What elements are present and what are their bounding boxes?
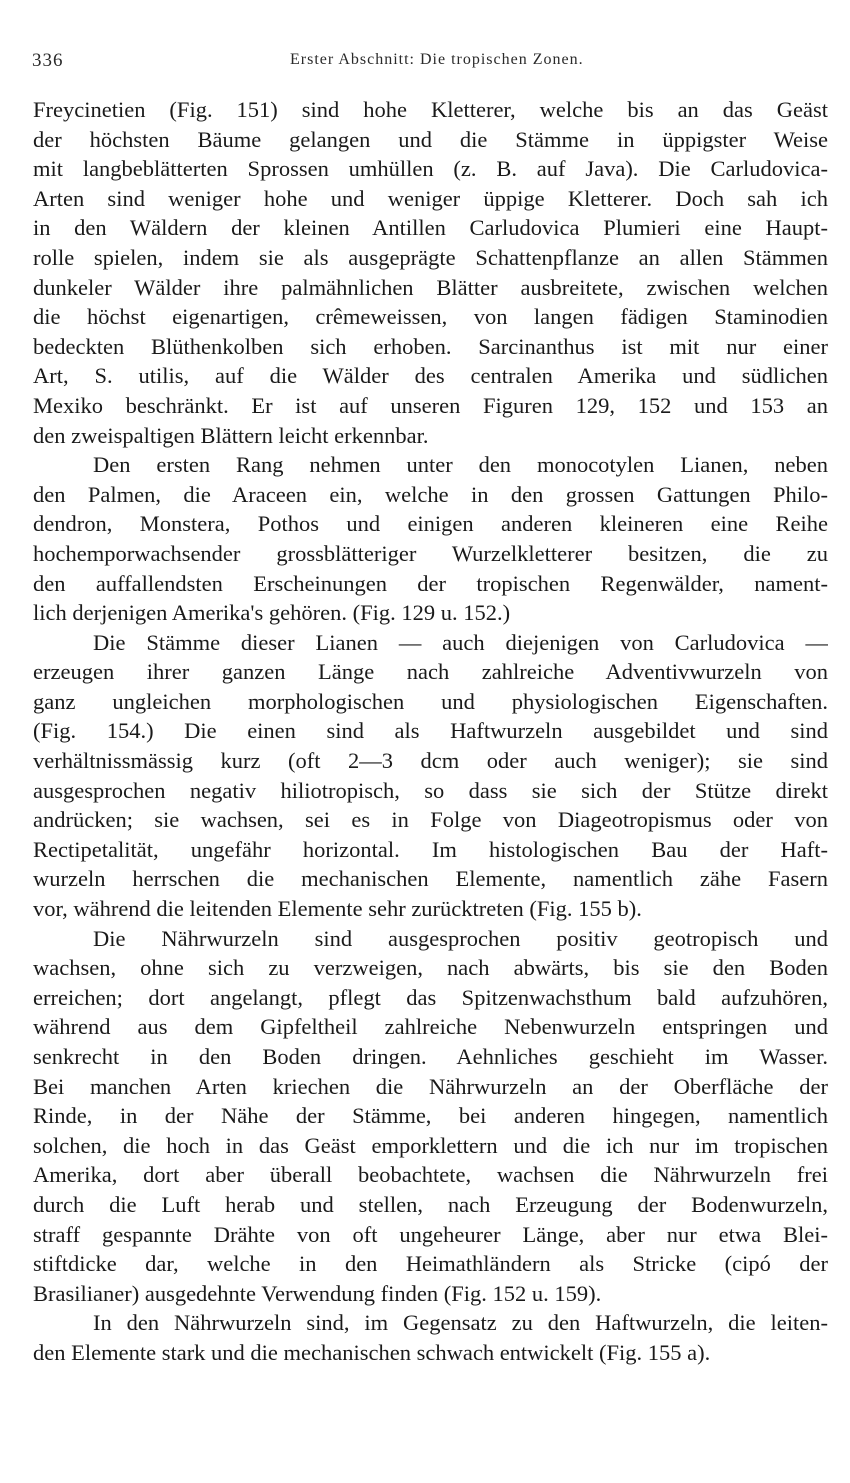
text-line: mit langbeblätterten Sprossen umhüllen (z. B. auf Java). Die Carludovica-: [33, 156, 828, 182]
text-line: Amerika, dort aber überall beobachtete, wachsen die Nährwurzeln frei: [33, 1162, 828, 1188]
text-line: durch die Luft herab und stellen, nach Erzeugung der Bodenwurzeln,: [33, 1191, 828, 1217]
text-line: Die Nährwurzeln sind ausgesprochen positiv geotropisch und: [93, 925, 828, 951]
text-line: den Elemente stark und die mechanischen schwach entwickelt (Fig. 155 a).: [33, 1339, 711, 1365]
text-line: Bei manchen Arten kriechen die Nährwurzeln an der Oberfläche der: [33, 1073, 828, 1099]
text-line: Brasilianer) ausgedehnte Verwendung finden (Fig. 152 u. 159).: [33, 1280, 602, 1306]
text-line: Mexiko beschränkt. Er ist auf unseren Figuren 129, 152 und 153 an: [33, 392, 828, 418]
text-line: verhältnissmässig kurz (oft 2—3 dcm oder auch weniger); sie sind: [33, 748, 828, 774]
text-line: hochemporwachsender grossblätteriger Wurzelkletterer besitzen, die zu: [33, 540, 828, 566]
text-line: straff gespannte Drähte von oft ungeheurer Länge, aber nur etwa Blei-: [33, 1221, 828, 1247]
text-line: bedeckten Blüthenkolben sich erhoben. Sarcinanthus ist mit nur einer: [33, 333, 828, 359]
text-line: wachsen, ohne sich zu verzweigen, nach abwärts, bis sie den Boden: [33, 955, 828, 981]
text-line: in den Wäldern der kleinen Antillen Carludovica Plumieri eine Haupt-: [33, 215, 828, 241]
text-line: solchen, die hoch in das Geäst emporklettern und die ich nur im tropischen: [33, 1132, 828, 1158]
text-line: dunkeler Wälder ihre palmähnlichen Blätter ausbreitete, zwischen welchen: [33, 274, 828, 300]
text-line: der höchsten Bäume gelangen und die Stämme in üppigster Weise: [33, 126, 828, 152]
text-line: stiftdicke dar, welche in den Heimathländern als Stricke (cipó der: [33, 1251, 828, 1277]
text-line: die höchst eigenartigen, crêmeweissen, von langen fädigen Staminodien: [33, 304, 828, 330]
text-line: Arten sind weniger hohe und weniger üppige Kletterer. Doch sah ich: [33, 185, 828, 211]
paragraph: [33, 450, 828, 628]
paragraph: [33, 95, 828, 450]
text-line: dendron, Monstera, Pothos und einigen anderen kleineren eine Reihe: [33, 511, 828, 537]
text-line: In den Nährwurzeln sind, im Gegensatz zu den Haftwurzeln, die leiten-: [93, 1310, 828, 1336]
paragraph: [33, 924, 828, 1309]
paragraph: [33, 628, 828, 924]
body-text: [33, 95, 828, 1368]
text-line: erzeugen ihrer ganzen Länge nach zahlreiche Adventivwurzeln von: [33, 659, 828, 685]
text-line: andrücken; sie wachsen, sei es in Folge von Diageotropismus oder von: [33, 807, 828, 833]
paragraph: [33, 1308, 828, 1367]
running-title: Erster Abschnitt: Die tropischen Zonen.: [290, 51, 584, 68]
text-line: Freycinetien (Fig. 151) sind hohe Kletterer, welche bis an das Geäst: [33, 97, 828, 122]
page-number: 336: [32, 50, 64, 71]
text-line: Die Stämme dieser Lianen — auch diejenigen von Carludovica —: [93, 629, 828, 655]
text-line: Art, S. utilis, auf die Wälder des centralen Amerika und südlichen: [33, 363, 828, 389]
text-line: Rectipetalität, ungefähr horizontal. Im histologischen Bau der Haft-: [33, 836, 828, 862]
text-line: erreichen; dort angelangt, pflegt das Spitzenwachsthum bald aufzuhören,: [33, 984, 828, 1010]
text-line: vor, während die leitenden Elemente sehr zurücktreten (Fig. 155 b).: [33, 896, 642, 922]
text-line: den auffallendsten Erscheinungen der tropischen Regenwälder, nament-: [33, 570, 828, 596]
text-line: Rinde, in der Nähe der Stämme, bei anderen hingegen, namentlich: [33, 1103, 828, 1129]
text-line: senkrecht in den Boden dringen. Aehnliches geschieht im Wasser.: [33, 1044, 828, 1069]
text-line: ausgesprochen negativ hiliotropisch, so dass sie sich der Stütze direkt: [33, 777, 828, 803]
text-line: den zweispaltigen Blättern leicht erkennbar.: [33, 422, 429, 448]
text-line: den Palmen, die Araceen ein, welche in den grossen Gattungen Philo-: [33, 481, 828, 507]
text-line: (Fig. 154.) Die einen sind als Haftwurzeln ausgebildet und sind: [33, 718, 828, 744]
text-line: lich derjenigen Amerika's gehören. (Fig. 129 u. 152.): [33, 600, 511, 626]
text-line: während aus dem Gipfeltheil zahlreiche Nebenwurzeln entspringen und: [33, 1014, 828, 1040]
text-line: Den ersten Rang nehmen unter den monocotylen Lianen, neben: [93, 452, 828, 478]
text-line: wurzeln herrschen die mechanischen Elemente, namentlich zähe Fasern: [33, 866, 828, 892]
running-header: [32, 50, 822, 74]
text-line: ganz ungleichen morphologischen und physiologischen Eigenschaften.: [33, 688, 828, 714]
text-line: rolle spielen, indem sie als ausgeprägte Schattenpflanze an allen Stämmen: [33, 244, 828, 270]
